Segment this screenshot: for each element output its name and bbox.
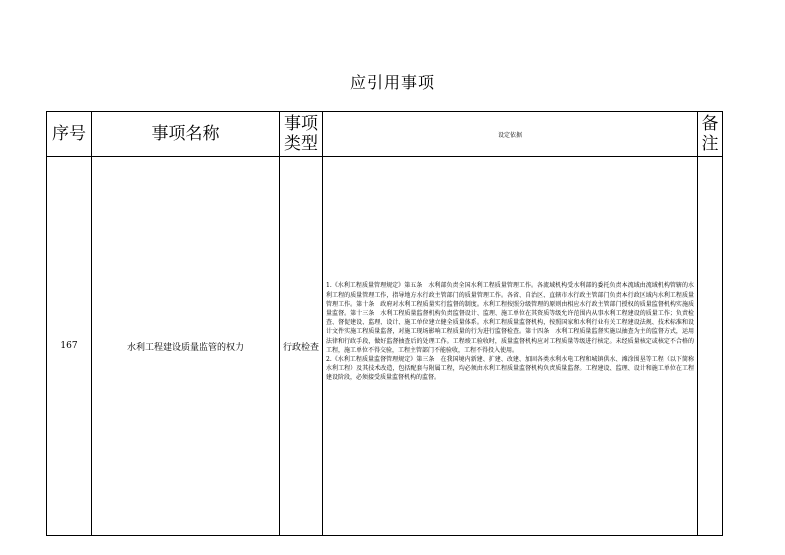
header-remark-line2: 注 xyxy=(701,134,719,154)
cell-basis xyxy=(323,157,698,536)
header-remark-line1: 备 xyxy=(701,114,719,134)
page-title: 应引用事项 xyxy=(349,73,435,92)
table-row xyxy=(47,157,723,536)
basis-paragraph-1: 1.《水利工程质量管理规定》第五条 水利部负责全国水利工程质量管理工作。各流域机构受水利部的委托负责本流域由流域机构管辖的水利工程的质量管理工作，指导地方水行政主管部门的质量管理工作。各省、自治区、直辖市水行政主管部门负责本行政区域内水利工程质量管理工作。第十条 政府对水利工程质量实行监督的制度。水利工程按照分级管理的原则由相应水行政主管部门授权的质量监督机构实施质量监督。第十三条 水利工程质量监督机构负责监督设计、监理、施工单位在其资质等级允许范围内从事水利工程建设的质量工作；负责检查、督促建设、监理、设计、施工单位建立健全质量体系。水利工程质量监督机构，按照国家和水利行业有关工程建设法规、技术标准和设计文件实施工程质量监督，对施工现场影响工程质量的行为进行监督检查。第十四条 水利工程质量监督实施以抽查为主的监督方式，运用法律和行政手段，做好监督抽查后的处理工作。工程竣工验收时，质量监督机构应对工程质量等级进行核定。未经质量核定或核定不合格的工程，施工单位不得交验，工程主管部门不能验收，工程不得投入使用。 xyxy=(326,282,694,354)
cell-name: 水利工程建设质量监管的权力 xyxy=(92,157,280,536)
header-remark xyxy=(698,112,723,157)
header-seq: 序号 xyxy=(47,112,92,157)
basis-text xyxy=(326,281,694,382)
cell-remark xyxy=(698,157,723,536)
table-header-row xyxy=(47,112,723,157)
basis-paragraph-2: 2.《水利工程质量监督管理规定》第三条 在我国境内新建、扩建、改建、加固各类水利水电工程和城镇供水、滩涂围垦等工程（以下简称水利工程）及其技术改造，包括配套与附属工程，均必须由水利工程质量监督机构负责质量监督。工程建设、监理、设计和施工单位在工程建设阶段，必须接受质量监督机构的监督。 xyxy=(326,356,694,382)
header-name: 事项名称 xyxy=(92,112,280,157)
header-type xyxy=(280,112,323,157)
header-type-line1: 事项 xyxy=(284,114,318,134)
cell-seq: 167 xyxy=(47,157,92,536)
items-table xyxy=(46,111,723,536)
cell-type: 行政检查 xyxy=(280,157,323,536)
header-type-line2: 类型 xyxy=(284,134,318,154)
header-basis: 设定依据 xyxy=(323,112,698,157)
